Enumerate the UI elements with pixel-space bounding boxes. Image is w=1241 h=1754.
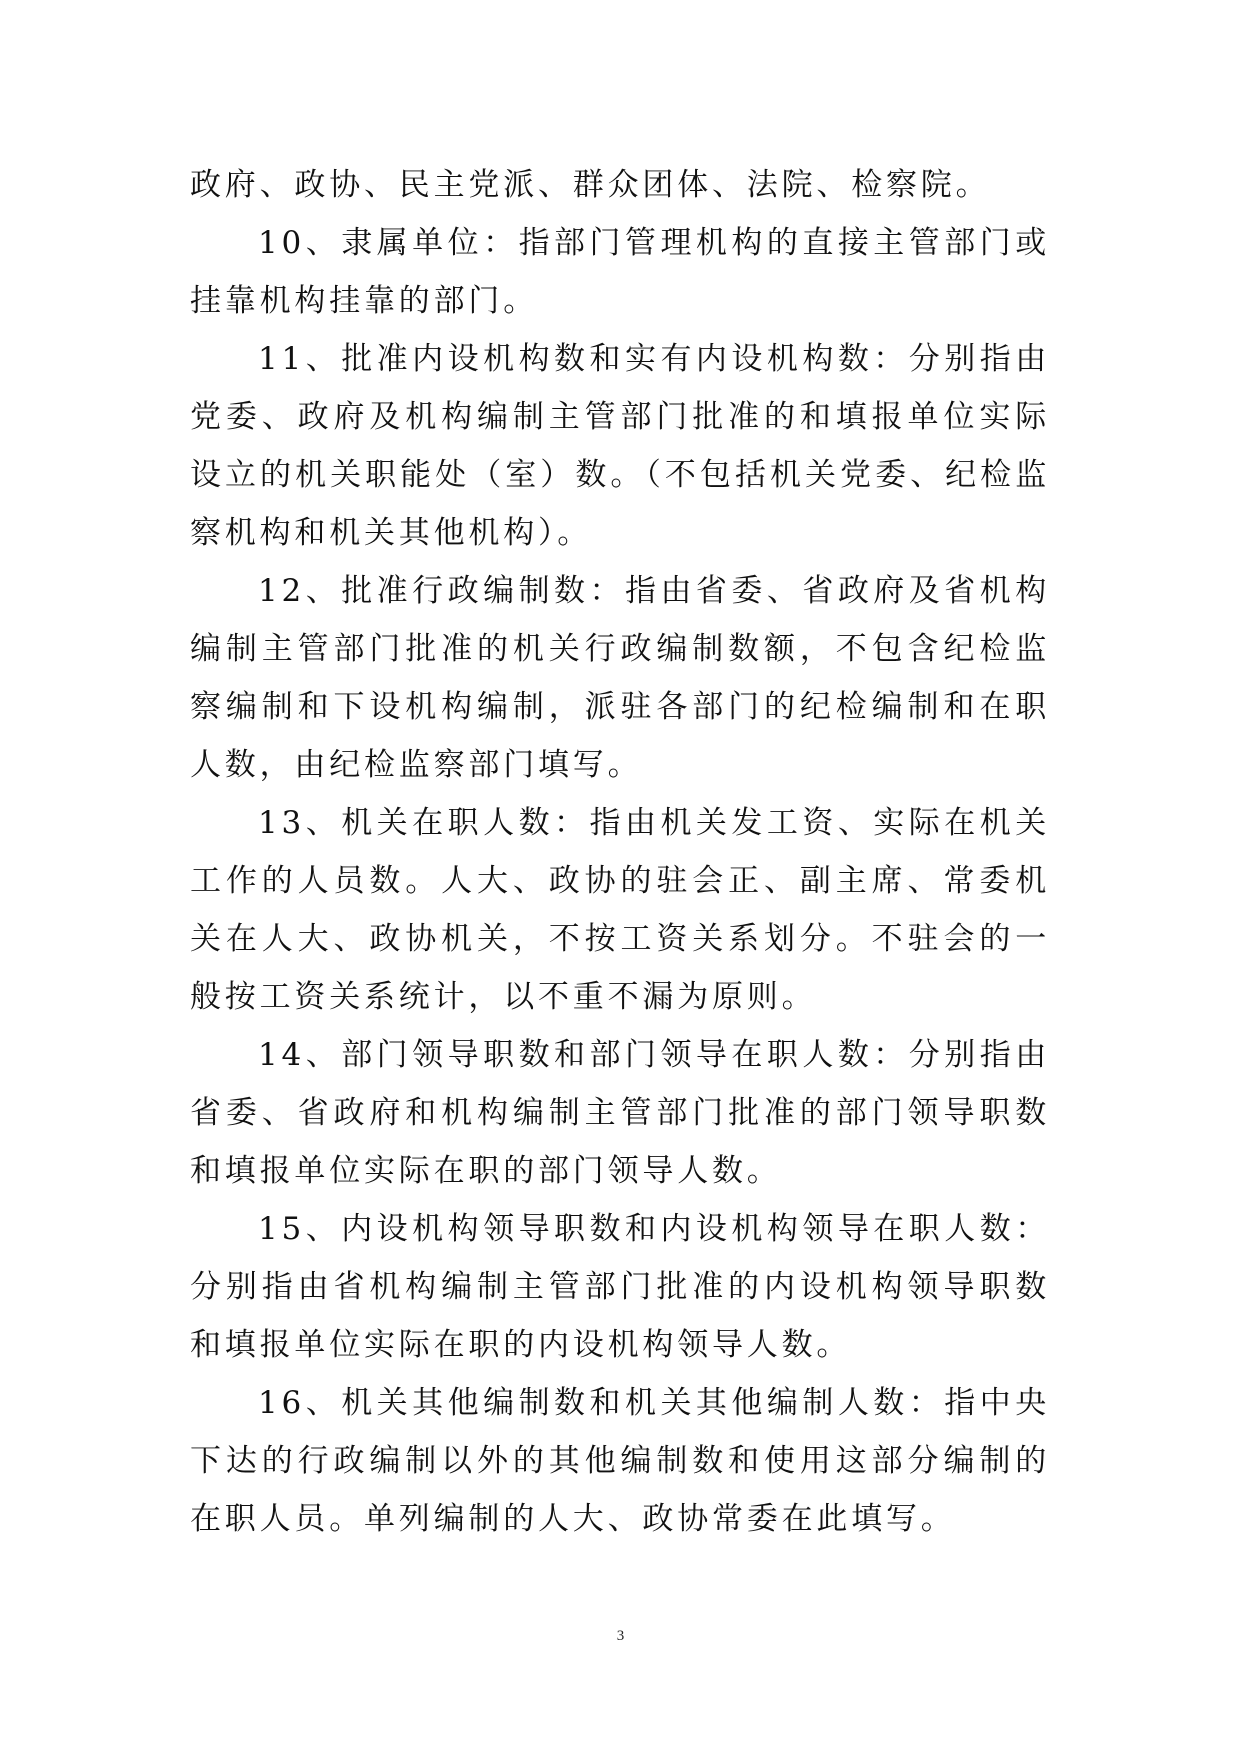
page-number: 3: [616, 1628, 625, 1644]
paragraph-item-13: 13、机关在职人数：指由机关发工资、实际在机关工作的人员数。人大、政协的驻会正、副主席、常委机关在人大、政协机关，不按工资关系划分。不驻会的一般按工资关系统计，以不重不漏为原则。: [190, 805, 1050, 1015]
paragraph-item-11: 11、批准内设机构数和实有内设机构数：分别指由党委、政府及机构编制主管部门批准的和填报单位实际设立的机关职能处（室）数。（不包括机关党委、纪检监察机构和机关其他机构）。: [190, 341, 1050, 551]
document-body: [190, 156, 1050, 1548]
paragraph-item-12: 12、批准行政编制数：指由省委、省政府及省机构编制主管部门批准的机关行政编制数额，不包含纪检监察编制和下设机构编制，派驻各部门的纪检编制和在职人数，由纪检监察部门填写。: [190, 573, 1050, 783]
paragraph-item-10: 10、隶属单位：指部门管理机构的直接主管部门或挂靠机构挂靠的部门。: [190, 225, 1050, 319]
paragraph-item-15: 15、内设机构领导职数和内设机构领导在职人数：分别指由省机构编制主管部门批准的内设机构领导职数和填报单位实际在职的内设机构领导人数。: [190, 1211, 1050, 1363]
paragraph-continuation: 政府、政协、民主党派、群众团体、法院、检察院。: [190, 167, 991, 203]
paragraph-item-16: 16、机关其他编制数和机关其他编制人数：指中央下达的行政编制以外的其他编制数和使用这部分编制的在职人员。单列编制的人大、政协常委在此填写。: [190, 1385, 1050, 1537]
paragraph-item-14: 14、部门领导职数和部门领导在职人数：分别指由省委、省政府和机构编制主管部门批准的部门领导职数和填报单位实际在职的部门领导人数。: [190, 1037, 1050, 1189]
